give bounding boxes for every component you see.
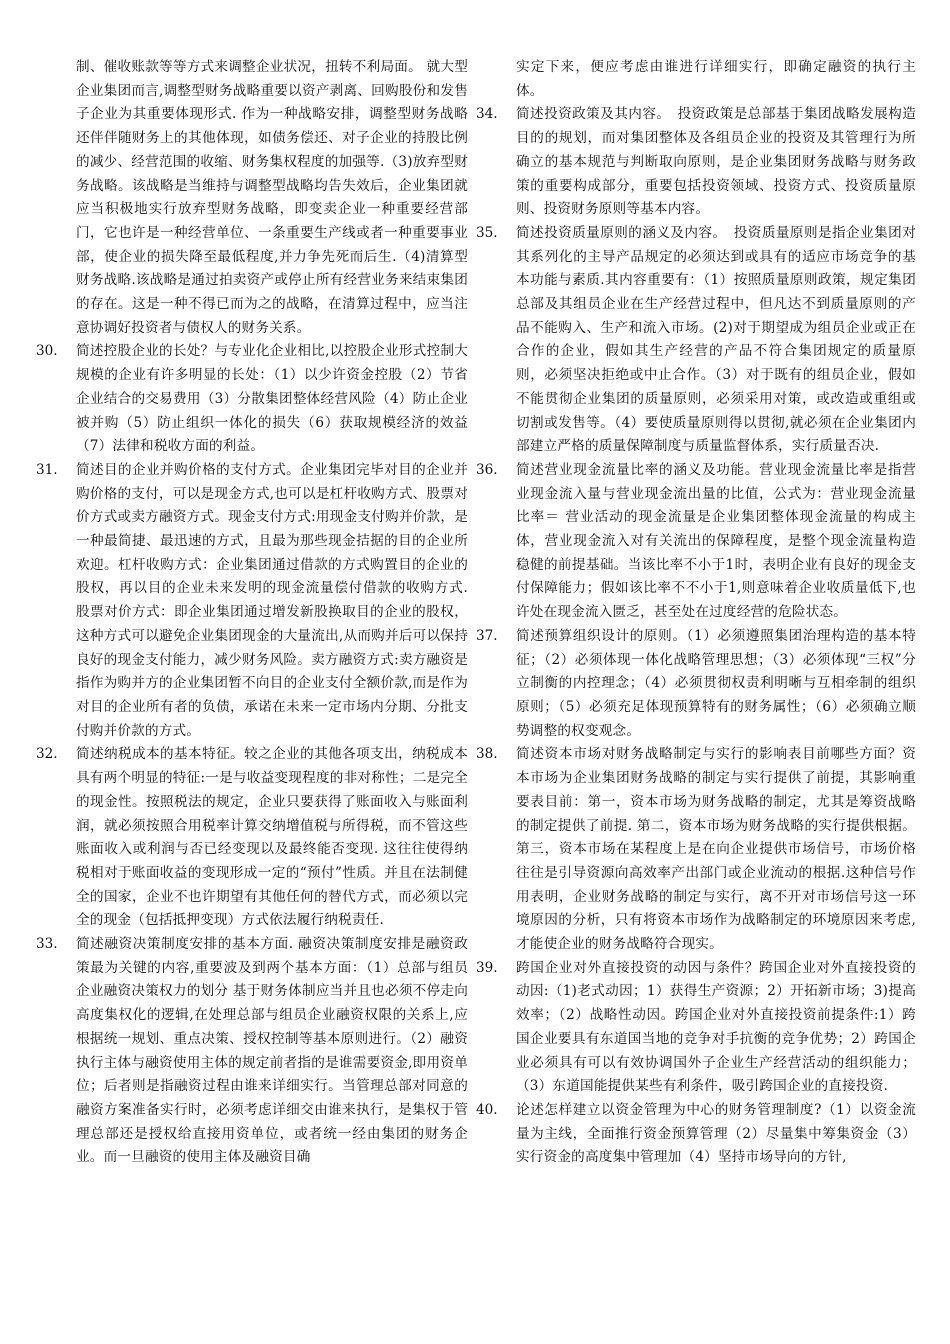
item-text: 简述目的企业并购价格的支付方式。企业集团完毕对目的企业并购价格的支付，可以是现金方式,也可以是杠杆收购方式、股票对价方式或卖方融资方式。现金支付方式:用现金支付购并价款，是一种最简捷、最迅速的方式，且最为那些现金拮据的目的企业所欢迎。杠杆收购方式：企业集团通过借款的方式购置目的企业的股权，再以目的企业未来发明的现金流量偿付借款的收购方式. 股票对价方式：即企业集团通过增发新股换取目的企业的股权，这种方式可以避免企业集团现金的大量流出,从而购并后可以保持良好的现金支付能力，减少财务风险。卖方融资方式:卖方融资是指作为购并方的企业集团暂不向目的企业支付全额价款,而是作为对目的企业所有者的负债，承诺在未来一定市场内分期、分批支付购并价款的方式。 (76, 461, 468, 739)
item-text: 简述预算组织设计的原则。（1）必须遵照集团治理构造的基本特征；（2）必须体现一体化战略管理思想；（3）必须体现“三权”分立制衡的内控理念；（4）必须贯彻权责利明晰与互相牵制的组织原则；（5）必须充足体现预算特有的财务属性；（6）必须确立顺势调整的权变观念。 (516, 627, 916, 739)
item-number: 37. (476, 627, 498, 644)
item-text: 跨国企业对外直接投资的动因与条件？跨国企业对外直接投资的动因:（1)老式动因；1）获得生产资源；2）开拓新市场；3)提高效率；（2）战略性动因。跨国企业对外直接投资前提条件:1）跨国企业要具有东道国当地的竞争对手抗衡的竞争优势；2）跨国企业必须具有可以有效协调国外子企业生产经营活动的组织能力；（3）东道国能提供某些有利条件，吸引跨国企业的直接投资. (516, 959, 916, 1095)
question-item-37 (476, 625, 916, 744)
left-continuation-paragraph: 制、催收账款等等方式来调整企业状况，扭转不利局面。 就大型企业集团而言,调整型财务战略重要以资产剥离、回购股份和发售子企业为其重要体现形式. 作为一种战略安排，调整型财务战略还伴伴随财务上的其他体现，如债务偿还、对子企业的持股比例的减少、经营范围的收缩、财务集权程度的加强等.（3)放弃型财务战略。该战略是当维持与调整型战略均告失效后，企业集团就应当积极地实行放弃型财务战略，即变卖企业一种重要经营部门，它也许是一种经营单位、一条重要生产线或者一种重要事业部，使企业的损失降至最低程度,并力争先死而后生.（4)清算型财务战略.该战略是通过拍卖资产或停止所有经营业务来结束集团的存在。这是一种不得已而为之的战略，在清算过程中，应当注意协调好投资者与债权人的财务关系。 (76, 59, 468, 336)
right-continuation-paragraph: 实定下来，便应考虑由谁进行详细实行，即确定融资的执行主体。 (516, 59, 916, 99)
item-number: 31. (36, 461, 58, 478)
item-number: 34. (476, 106, 498, 123)
question-item-34 (476, 103, 916, 222)
item-text: 简述资本市场对财务战略制定与实行的影响表目前哪些方面？资本市场为企业集团财务战略的制定与实行提供了前提，其影响重要表目前：第一，资本市场为财务战略的制定，尤其是筹资战略的制定提供了前提. 第二，资本市场为财务战略的实行提供根据。第三，资本市场在某程度上是在向企业提供市场信号，市场价格往往是引导资源向高效率产出部门或企业流动的根据.这种信号作用表明，企业财务战略的制定与实行，离不开对市场信号这一环境原因的分析，只有将资本市场作为战略制定的环境原因来考虑,才能使企业的财务战略符合现实。 (516, 746, 916, 953)
question-item-32 (36, 743, 468, 933)
question-item-40 (476, 1099, 916, 1170)
left-column (36, 56, 468, 1170)
question-item-38 (476, 743, 916, 956)
question-item-31 (36, 459, 468, 743)
item-number: 36. (476, 461, 498, 478)
item-number: 32. (36, 746, 58, 763)
item-number: 33. (36, 936, 58, 953)
item-text: 论述怎样建立以资金管理为中心的财务管理制度?（1）以资金流量为主线，全面推行资金预算管理（2）尽量集中筹集资金（3）实行资金的高度集中管理加（4）坚持市场导向的方针, (516, 1101, 916, 1166)
question-item-30 (36, 340, 468, 459)
question-item-33 (36, 933, 468, 1170)
question-item-39 (476, 957, 916, 1099)
item-text: 简述纳税成本的基本特征。较之企业的其他各项支出，纳税成本具有两个明显的特征:一是与收益变现程度的非对称性；二是完全的现金性。按照税法的规定，企业只要获得了账面收入与账面利润，就必须按照合用税率计算交纳增值税与所得税，而不管这些账面收入或利润与否已经变现以及最终能否变现. 这往往使得纳税相对于账面收益的变现形成一定的“预付”性质。并且在法制健全的国家，企业不也许期望有其他任何的替代方式，而必须以完全的现金（包括抵押变现）方式依法履行纳税责任. (76, 746, 468, 929)
item-number: 30. (36, 343, 58, 360)
item-text: 简述投资政策及其内容。 投资政策是总部基于集团战略发展构造目的的规划，而对集团整体及各组员企业的投资及其管理行为所确立的基本规范与判断取向原则，是企业集团财务战略与财务政策的重要构成部分，重要包括投资领域、投资方式、投资质量原则、投资财务原则等基本内容。 (516, 106, 916, 218)
item-number: 38. (476, 746, 498, 763)
question-item-36 (476, 459, 916, 625)
item-number: 35. (476, 224, 498, 241)
question-item-35 (476, 222, 916, 459)
item-text: 简述营业现金流量比率的涵义及功能。营业现金流量比率是指营业现金流入量与营业现金流出量的比值，公式为：营业现金流量比率＝ 营业活动的现金流量是企业集团整体现金流量的构成主体，营业现金流入对有关流出的保障程度，是整个现金流量构造稳健的前提基础。当该比率不小于1时，表明企业有良好的现金支付保障能力；假如该比率不不小于1,则意味着企业收质量低下,也许处在现金流入匮乏，甚至处在过度经营的危险状态。 (516, 461, 916, 621)
item-number: 40. (476, 1101, 498, 1118)
item-text: 简述投资质量原则的涵义及内容。 投资质量原则是指企业集团对其系列化的主导产品规定的必须达到或具有的适应市场竞争的基本功能与素质.其内容重要有：（1）按照质量原则政策，规定集团总部及其组员企业在生产经营过程中，但凡达不到质量原则的产品不能购入、生产和流入市场。(2)对于期望成为组员企业或正在合作的企业，假如其生产经营的产品不符合集团规定的质量原则，必须坚决拒绝或中止合作。（3）对于既有的组员企业，假如不能贯彻企业集团的质量原则，必须采用对策，或改造或重组或切割或发售等。（4）要使质量原则得以贯彻,就必须在企业集团内部建立严格的质量保障制度与质量监督体系，实行质量否决. (516, 224, 916, 455)
right-column (476, 56, 916, 1170)
item-text: 简述融资决策制度安排的基本方面. 融资决策制度安排是融资政策最为关键的内容,重要波及到两个基本方面：（1）总部与组员企业融资决策权力的划分 基于财务体制应当并且也必须不停走向高度集权化的逻辑,在处理总部与组员企业融资权限的关系上,应根据统一规划、重点决策、授权控制等基本原则进行。（2）融资执行主体与融资使用主体的规定前者指的是谁需要资金,即用资单位；后者则是指融资过程由谁来详细实行。当管理总部对同意的融资方案准备实行时，必须考虑详细交由谁来执行，是集权于管理总部还是授权给直接用资单位，或者统一经由集团的财务企业。而一旦融资的使用主体及融资目确 (76, 936, 468, 1166)
item-text: 简述控股企业的长处？与专业化企业相比,以控股企业形式控制大规模的企业有许多明显的长处：（1）以少许资金控股（2）节省企业结合的交易费用（3）分散集团整体经营风险（4）防止企业被并购（5）防止组织一体化的损失（6）获取规模经济的效益（7）法律和税收方面的利益。 (76, 343, 468, 455)
item-number: 39. (476, 959, 498, 976)
